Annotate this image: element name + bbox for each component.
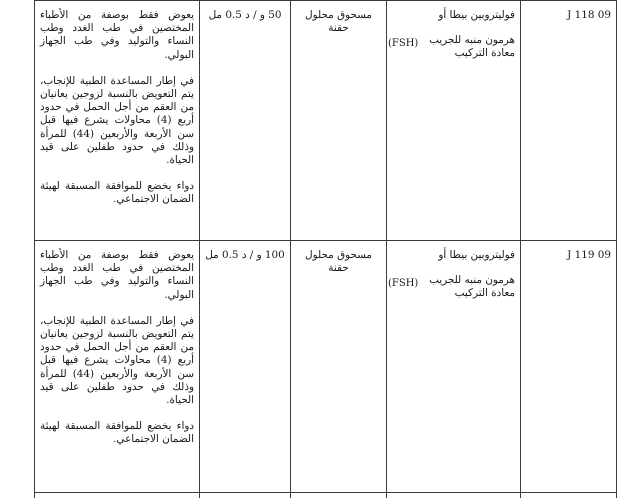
drug-name-line: معادة التركيب [454,47,515,60]
medication-table [34,0,617,498]
dose-cell [200,493,291,498]
table-row [35,493,617,498]
drug-name-line: فوليتروبين بيطا أو [438,249,515,261]
dose-cell [200,241,291,493]
notes-cell [35,493,200,498]
drug-name-cell [387,241,521,493]
drug-code: 09 J 118 [567,9,611,21]
dosage-form-line: مسحوق محلول [305,9,372,21]
drug-code: 09 J 119 [567,249,611,261]
code-cell [521,493,617,498]
drug-name-line: معادة التركيب [454,287,515,300]
drug-name-line: فوليتروبين بيطا أو [438,9,515,21]
fsh-abbreviation: (FSH) [388,38,419,49]
note-assisted-reproduction: في إطار المساعدة الطبية للإنجاب، يتم التعويض بالنسبة لزوجين يعانيان من العقم من أجل الحمل في حدود أربع (4) محاولات يشرع فيها قبل سن الأربعة والأربعين (44) للمرأة وذلك في حدود طفلين على قيد الحياة. [40,74,194,167]
notes-cell [35,1,200,241]
dosage-form-cell [291,241,387,493]
dosage-form-line: حقنة [328,22,349,35]
drug-name-line: هرمون منبه للجريب [429,34,515,47]
notes-cell [35,241,200,493]
table-row [35,1,617,241]
code-cell [521,1,617,241]
note-prior-approval: دواء يخضع للموافقة المسبقة لهيئة الضمان الاجتماعي. [40,420,194,446]
dosage-form-line: مسحوق محلول [305,249,372,261]
code-cell [521,241,617,493]
note-prescription: يعوض فقط بوصفة من الأطباء المختصين في طب الغدد وطب النساء والتوليد وفي طب الجهاز البولي. [40,9,194,61]
dose-text: 100 و / د 0.5 مل [205,249,285,261]
drug-name-cell [387,1,521,241]
note-assisted-reproduction: في إطار المساعدة الطبية للإنجاب، يتم التعويض بالنسبة لزوجين يعانيان من العقم من أجل الحمل في حدود أربع (4) محاولات يشرع فيها قبل سن الأربعة والأربعين (44) للمرأة وذلك في حدود طفلين على قيد الحياة. [40,314,194,407]
drug-name-line: هرمون منبه للجريب [429,274,515,287]
dose-text: 50 و / د 0.5 مل [208,9,282,21]
dosage-form-cell [291,1,387,241]
note-prescription: يعوض فقط بوصفة من الأطباء المختصين في طب الغدد وطب النساء والتوليد وفي طب الجهاز البولي. [40,249,194,301]
drug-name-cell [387,493,521,498]
table-row [35,241,617,493]
dosage-form-line: حقنة [328,262,349,275]
note-prior-approval: دواء يخضع للموافقة المسبقة لهيئة الضمان الاجتماعي. [40,180,194,206]
fsh-abbreviation: (FSH) [388,278,419,289]
dosage-form-cell [291,493,387,498]
dose-cell [200,1,291,241]
